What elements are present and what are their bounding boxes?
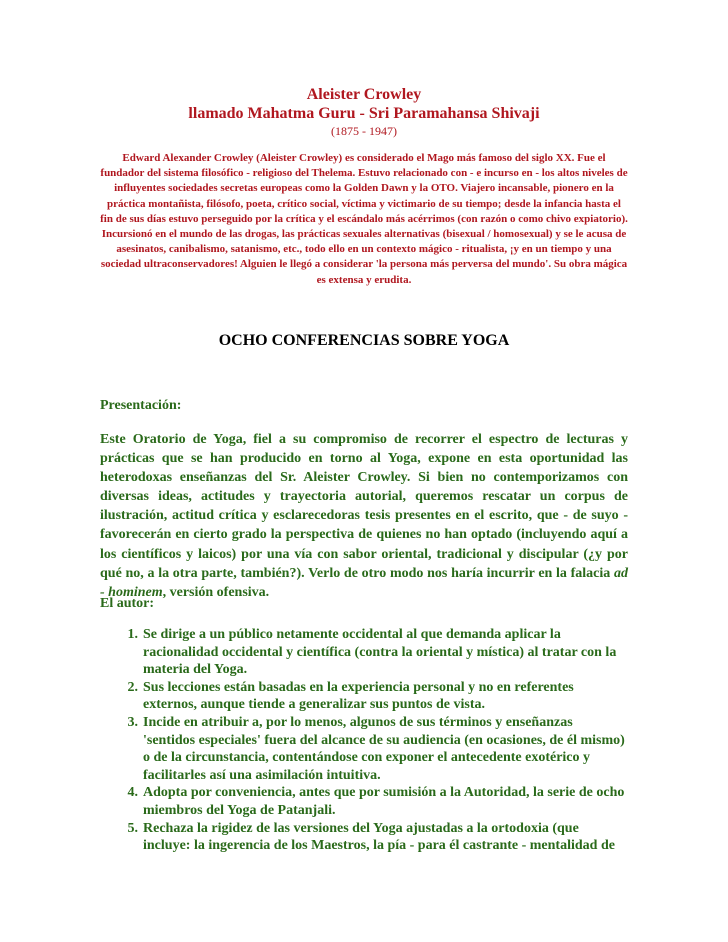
presentacion-text-end: , versión ofensiva. xyxy=(162,584,270,600)
list-item-number: 5. xyxy=(127,820,138,836)
autor-list xyxy=(100,626,628,855)
presentacion-italic-term: ad - hominem xyxy=(100,565,628,600)
list-item-text: Rechaza la rigidez de las versiones del Yoga ajustadas a la ortodoxia (que incluye: la ingerencia de los Maestros, la pía - para él castrante - mentalidad de xyxy=(143,820,615,854)
author-title: Aleister Crowley xyxy=(306,86,422,103)
list-item-text: Se dirige a un público netamente occidental al que demanda aplicar la racionalidad occidental y científica (contra la oriental y mística) al tratar con la materia del Yoga. xyxy=(143,627,617,678)
list-item xyxy=(100,714,628,784)
list-item xyxy=(100,784,628,819)
author-biography: Edward Alexander Crowley (Aleister Crowley) es considerado el Mago más famoso del siglo XX. Fue el fundador del sistema filosófico - religioso del Thelema. Estuvo relacionado con - e incurso en - los altos niveles de influyentes sociedades secretas europeas como la Golden Dawn y la OTO. Viajero incansable, pionero en la práctica montañista, filósofo, poeta, crítico social, víctima y victimario de su tiempo; desde la infancia hasta el fin de sus días estuvo perseguido por la crítica y el escándalo más acérrimos (con razón o como chivo expiatorio). Incursionó en el mundo de las drogas, las prácticas sexuales alternativas (bisexual / homosexual) y se le acusa de asesinatos, canibalismo, satanismo, etc., todo ello en un contexto mágico - ritualista, ¡y en un tiempo y una sociedad ultraconservadores! Alguien le llegó a considerar 'la persona más perversa del mundo'. Su obra mágica es extensa y erudita. xyxy=(100,152,628,286)
autor-label: El autor: xyxy=(100,596,155,611)
list-item-number: 4. xyxy=(127,785,138,801)
list-item-number: 2. xyxy=(127,679,138,695)
section-heading: OCHO CONFERENCIAS SOBRE YOGA xyxy=(218,332,510,349)
list-item-text: Sus lecciones están basadas en la experiencia personal y no en referentes externos, aunque tiende a generalizar sus puntos de vista. xyxy=(143,679,574,713)
list-item xyxy=(100,820,628,855)
presentacion-text: Este Oratorio de Yoga, fiel a su compromiso de recorrer el espectro de lecturas y prácticas que se han producido en torno al Yoga, expone en esta oportunidad las heterodoxas enseñanzas del Sr. Aleister Crowley. Si bien no contemporizamos con diversas ideas, actitudes y trayectoria autorial, queremos rescatar un corpus de ilustración, actitud crítica y esclarecedoras tesis presentes en el escrito, que - de suyo - favorecerán en cierto grado la perspectiva de quienes no han optado (incluyendo aquí a los científicos y laicos) por una vía con sabor oriental, tradicional y discipular (¿y por qué no, a la otra parte, también?). Verlo de otro modo nos haría incurrir en la falacia xyxy=(100,432,628,581)
presentacion-body xyxy=(100,430,628,602)
list-item-text: Incide en atribuir a, por lo menos, algunos de sus términos y enseñanzas 'sentidos especiales' fuera del alcance de su audiencia (en ocasiones, de él mismo) o de la circunstancia, contentándose con exponer el antecedente exotérico y facilitarles así una asimilación intuitiva. xyxy=(143,714,625,783)
list-item xyxy=(100,679,628,714)
list-item-number: 3. xyxy=(127,714,138,730)
author-subtitle: llamado Mahatma Guru - Sri Paramahansa Shivaji xyxy=(188,105,540,122)
list-item-text: Adopta por conveniencia, antes que por sumisión a la Autoridad, la serie de ocho miembros del Yoga de Patanjali. xyxy=(143,785,625,818)
author-years: (1875 - 1947) xyxy=(331,124,397,138)
presentacion-label: Presentación: xyxy=(100,398,182,413)
list-item xyxy=(100,626,628,679)
list-item-number: 1. xyxy=(127,627,138,642)
